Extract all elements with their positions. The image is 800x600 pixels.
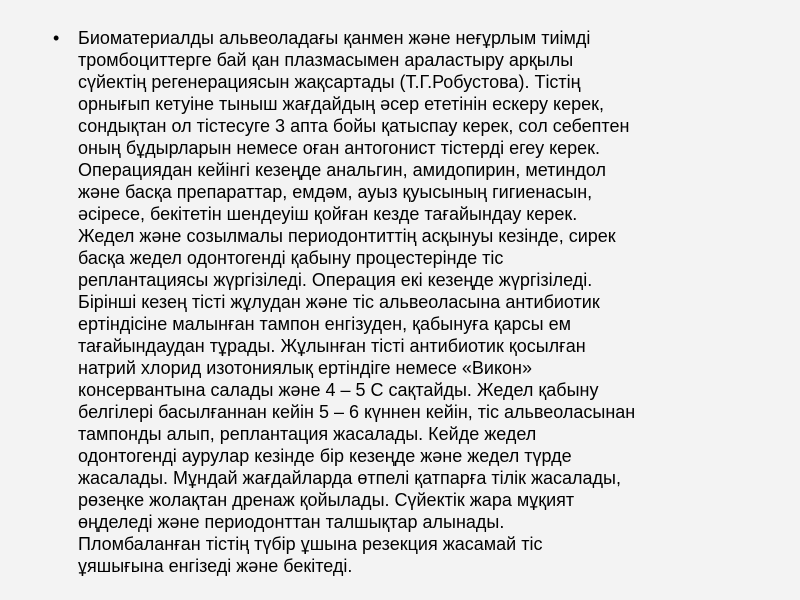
text-line: Жедел және созылмалы периодонтиттің асқынуы кезінде, сирек	[78, 226, 616, 246]
text-line: өңделеді және периодонттан талшықтар алынады.	[78, 512, 505, 532]
text-line: Биоматериалды альвеоладағы қанмен және неғұрлым тиімді	[78, 28, 591, 48]
text-line: белгілері басылғаннан кейін 5 – 6 күннен кейін, тіс альвеоласынан	[78, 402, 636, 422]
text-line: және басқа препараттар, емдәм, ауыз қуысының гигиенасын,	[78, 182, 593, 202]
body-paragraph	[78, 27, 635, 577]
text-line: Операциядан кейінгі кезеңде анальгин, амидопирин, метиндол	[78, 160, 607, 180]
bullet-item	[53, 27, 773, 577]
text-line: рөзеңке жолақтан дренаж қойылады. Сүйектік жара мұқият	[78, 490, 575, 510]
text-line: оның бұдырларын немесе оған антогонист тістерді егеу керек.	[78, 138, 601, 158]
text-line: сүйектің регенерациясын жақсартады (Т.Г.Робустова). Тістің	[78, 72, 581, 92]
text-line: реплантациясы жүргізіледі. Операция екі кезеңде жүргізіледі.	[78, 270, 593, 290]
text-line: Бірінші кезең тісті жұлудан және тіс альвеоласына антибиотик	[78, 292, 600, 312]
text-line: натрий хлорид изотониялық ертіндіге немесе «Викон»	[78, 358, 532, 378]
text-line: тампонды алып, реплантация жасалады. Кейде жедел	[78, 424, 537, 444]
bullet-marker: •	[53, 28, 60, 48]
text-line: жасалады. Мұндай жағдайларда өтпелі қатпарға тілік жасалады,	[78, 468, 621, 488]
text-line: әсіресе, бекітетін шендеуіш қойған кезде тағайындау керек.	[78, 204, 578, 224]
text-line: ұяшығына енгізеді және бекітеді.	[78, 556, 353, 576]
text-line: тромбоциттерге бай қан плазмасымен араластыру арқылы	[78, 50, 574, 70]
text-line: консервантына салады және 4 – 5 С сақтайды. Жедел қабыну	[78, 380, 599, 400]
text-line: ертіндісіне малынған тампон енгізуден, қабынуға қарсы ем	[78, 314, 571, 334]
text-line: одонтогенді аурулар кезінде бір кезеңде және жедел түрде	[78, 446, 572, 466]
text-line: Пломбаланған тістің түбір ұшына резекция жасамай тіс	[78, 534, 543, 554]
text-line: тағайындаудан тұрады. Жұлынған тісті антибиотик қосылған	[78, 336, 586, 356]
text-line: сондықтан ол тістесуге 3 апта бойы қатыспау керек, сол себептен	[78, 116, 630, 136]
text-line: орнығып кетуіне тыныш жағдайдың әсер ететінін ескеру керек,	[78, 94, 605, 114]
text-line: басқа жедел одонтогенді қабыну процестерінде тіс	[78, 248, 504, 268]
